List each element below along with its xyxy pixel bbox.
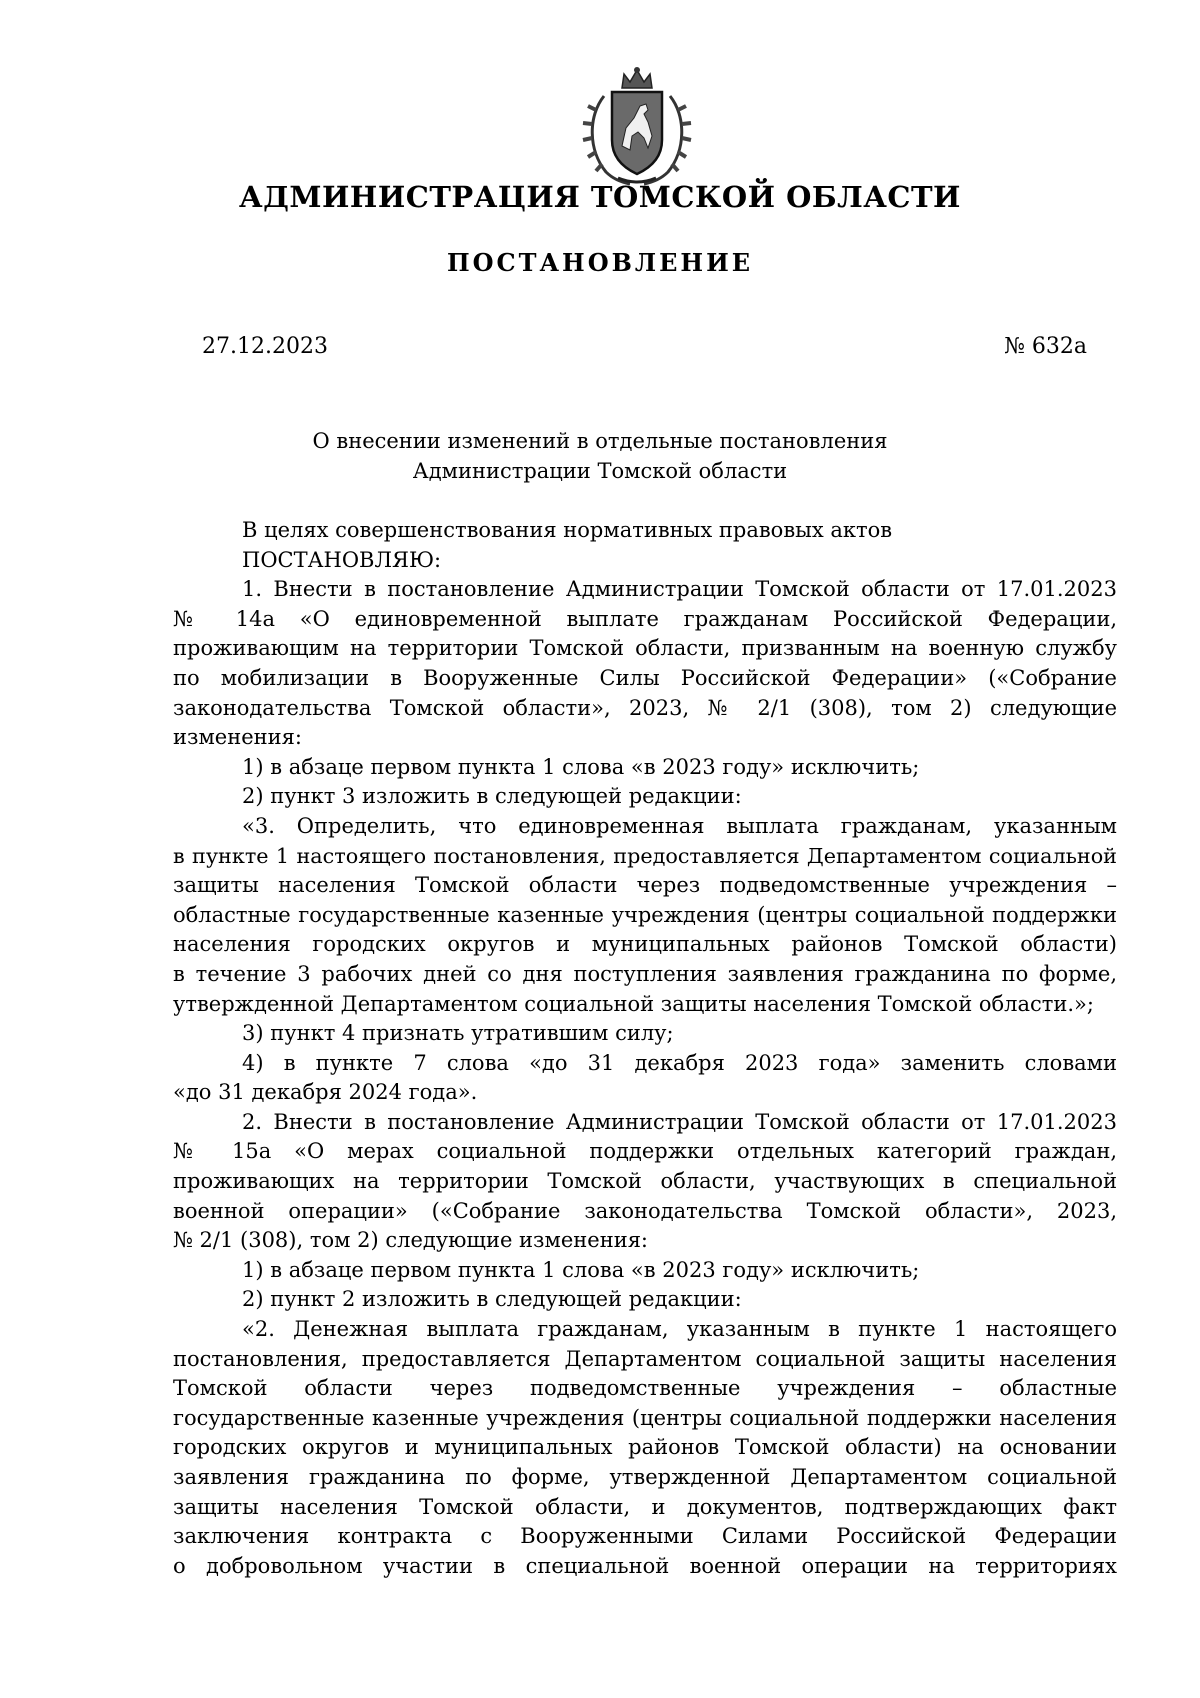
text-line: защиты населения Томской области через подведомственные учреждения – xyxy=(173,873,1117,898)
intro-paragraph: В целях совершенствования нормативных правовых актов xyxy=(242,518,893,542)
text-line: проживающим на территории Томской области, призванным на военную службу xyxy=(173,636,1117,661)
text-line: 3) пункт 4 признать утратившим силу; xyxy=(242,1021,674,1046)
text-line: «2. Денежная выплата гражданам, указанным в пункте 1 настоящего xyxy=(242,1317,1117,1342)
text-line: областные государственные казенные учреждения (центры социальной поддержки xyxy=(173,902,1117,927)
document-date: 27.12.2023 xyxy=(202,334,328,359)
text-line: Томской области через подведомственные учреждения – областные xyxy=(173,1376,1117,1401)
text-line: 1. Внести в постановление Администрации Томской области от 17.01.2023 xyxy=(242,577,1117,602)
text-line: городских округов и муниципальных районов Томской области) на основании xyxy=(173,1435,1117,1460)
text-line: постановления, предоставляется Департаментом социальной защиты населения xyxy=(173,1346,1117,1371)
coat-of-arms-icon xyxy=(582,66,692,188)
text-line: в пункте 1 настоящего постановления, предоставляется Департаментом социальной xyxy=(173,843,1117,868)
text-line: проживающих на территории Томской области, участвующих в специальной xyxy=(173,1169,1117,1194)
text-line: № 15а «О мерах социальной поддержки отдельных категорий граждан, xyxy=(173,1139,1117,1164)
text-line: заявления гражданина по форме, утвержденной Департаментом социальной xyxy=(173,1465,1117,1489)
decree-word: ПОСТАНОВЛЯЮ: xyxy=(242,547,442,572)
text-line: в течение 3 рабочих дней со дня поступления заявления гражданина по форме, xyxy=(173,961,1117,986)
text-line: 1) в абзаце первом пункта 1 слова «в 2023 году» исключить; xyxy=(242,1257,920,1282)
text-line: 1) в абзаце первом пункта 1 слова «в 2023 году» исключить; xyxy=(242,754,920,779)
document-number: № 632а xyxy=(1004,334,1087,359)
organization-title: АДМИНИСТРАЦИЯ ТОМСКОЙ ОБЛАСТИ xyxy=(239,180,961,214)
document-body xyxy=(173,516,1117,1581)
text-line: государственные казенные учреждения (центры социальной поддержки населения xyxy=(173,1405,1117,1430)
text-line: по мобилизации в Вооруженные Силы Российской Федерации» («Собрание xyxy=(173,665,1117,690)
subject-line: О внесении изменений в отдельные постановления xyxy=(312,429,888,453)
text-line: утвержденной Департаментом социальной защиты населения Томской области.»; xyxy=(173,991,1094,1016)
text-line: № 14а «О единовременной выплате гражданам Российской Федерации, xyxy=(173,606,1117,631)
text-line: 2) пункт 3 изложить в следующей редакции: xyxy=(242,784,742,809)
text-line: населения городских округов и муниципальных районов Томской области) xyxy=(173,932,1117,957)
text-line: № 2/1 (308), том 2) следующие изменения: xyxy=(173,1228,649,1253)
text-line: 2) пункт 2 изложить в следующей редакции: xyxy=(242,1287,742,1312)
text-line: защиты населения Томской области, и документов, подтверждающих факт xyxy=(173,1494,1117,1519)
text-line: 2. Внести в постановление Администрации Томской области от 17.01.2023 xyxy=(242,1109,1117,1134)
text-line: законодательства Томской области», 2023, № 2/1 (308), том 2) следующие xyxy=(173,695,1117,720)
text-line: «3. Определить, что единовременная выплата гражданам, указанным xyxy=(242,813,1117,838)
text-line: заключения контракта с Вооруженными Силами Российской Федерации xyxy=(173,1524,1117,1549)
document-type-title: ПОСТАНОВЛЕНИЕ xyxy=(446,248,754,277)
subject-line: Администрации Томской области xyxy=(412,459,788,483)
text-line: 4) в пункте 7 слова «до 31 декабря 2023 года» заменить словами xyxy=(242,1050,1117,1075)
text-line: военной операции» («Собрание законодательства Томской области», 2023, xyxy=(173,1198,1117,1223)
text-line: изменения: xyxy=(173,725,302,750)
text-line: «до 31 декабря 2024 года». xyxy=(173,1080,478,1105)
text-line: о добровольном участии в специальной военной операции на территориях xyxy=(173,1553,1117,1578)
document-subject xyxy=(0,426,1200,486)
